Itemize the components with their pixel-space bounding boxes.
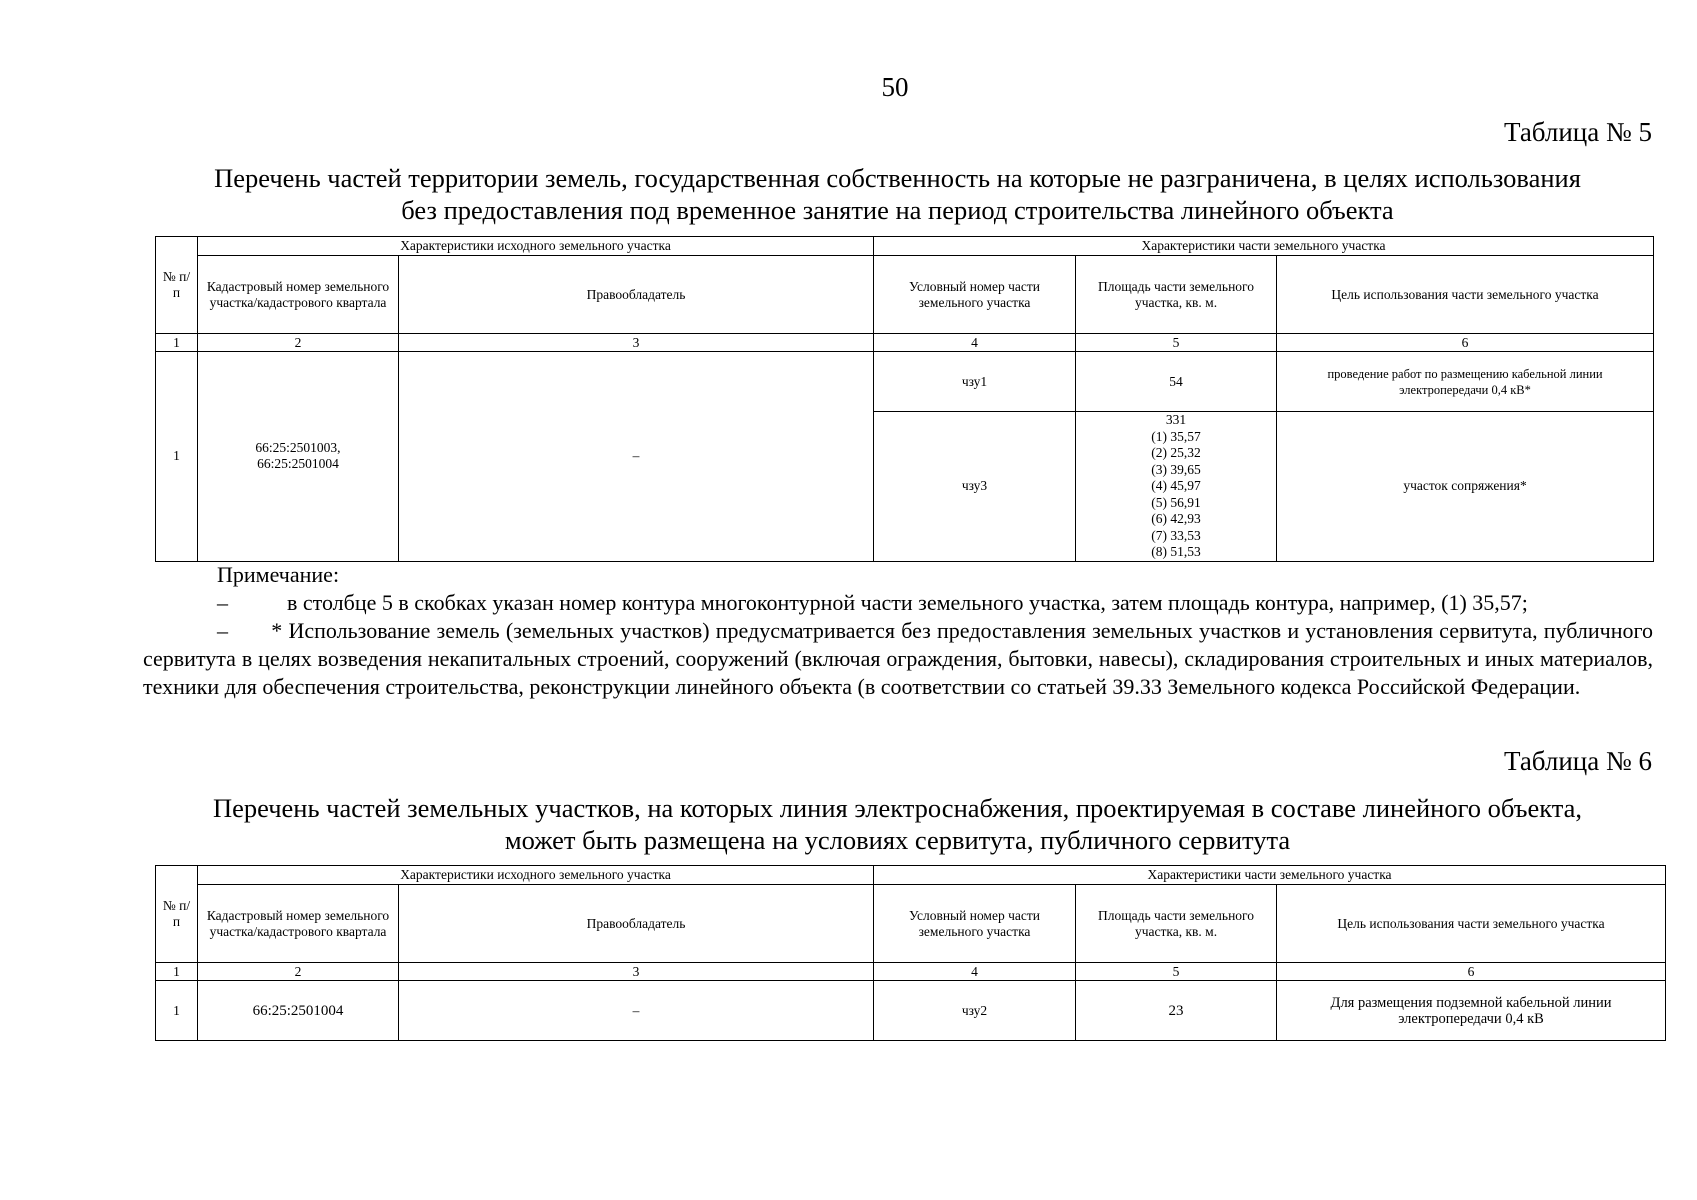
table6-colnum: 2 (198, 963, 399, 981)
table6-colnum: 3 (399, 963, 874, 981)
table5-row-cadastral (198, 352, 399, 562)
note-2-text: * Использование земель (земельных участков) предусматривается без предоставления земельных участков и установления сервитута, публичного сервитута в целях возведения некапитальных строений, сооружений (включая ограждения, бытовки, навесы), складирования строительных и иных материалов, техники для обеспечения строительства, реконструкции линейного объекта (в соответствии со статьей 39.33 Земельного кодекса Российской Федерации. (143, 618, 1653, 699)
purpose-line: Для размещения подземной кабельной линии (1330, 994, 1612, 1011)
table5-caption: Таблица № 5 (1504, 117, 1652, 147)
table6-row-cadastral: 66:25:2501004 (198, 981, 399, 1041)
table5-colnum: 2 (198, 334, 399, 352)
contour-area: (7) 33,53 (1151, 527, 1201, 543)
note-1-text: в столбце 5 в скобках указан номер контура многоконтурной части земельного участка, затем площадь контура, например, (1) 35,57; (287, 590, 1528, 615)
contour-area: (1) 35,57 (1151, 428, 1201, 444)
page-number: 50 (881, 72, 909, 102)
table5-row-num: 1 (156, 352, 198, 562)
table5-colnum: 3 (399, 334, 874, 352)
table5-header-group-source: Характеристики исходного земельного участка (198, 237, 874, 256)
table5-header-group-part: Характеристики части земельного участка (874, 237, 1654, 256)
notes (143, 561, 1653, 701)
table6-grid (155, 865, 1666, 1041)
table5-header-num: № п/ п (156, 237, 198, 334)
table5-header-owner: Правообладатель (399, 256, 874, 334)
cadastral-line: 66:25:2501003, (255, 440, 341, 456)
table6-header-num: № п/ п (156, 866, 198, 963)
table6-header-part-id: Условный номер части земельного участка (874, 885, 1076, 963)
table5-grid (155, 236, 1654, 562)
table6-part-area: 23 (1076, 981, 1277, 1041)
table5-colnum: 4 (874, 334, 1076, 352)
table6-title-line1: Перечень частей земельных участков, на которых линия электроснабжения, проектируемая в составе линейного объекта, (212, 793, 1583, 823)
table5-part-area: 54 (1076, 352, 1277, 412)
table6-colnum: 4 (874, 963, 1076, 981)
table6-row-num: 1 (156, 981, 198, 1041)
table6-colnum: 1 (156, 963, 198, 981)
table6-header-area: Площадь части земельного участка, кв. м. (1076, 885, 1277, 963)
table6-header-cadastral: Кадастровый номер земельного участка/кадастрового квартала (198, 885, 399, 963)
purpose-line: электропередачи 0,4 кВ (1398, 1010, 1544, 1027)
table5-title-line1: Перечень частей территории земель, государственная собственность на которые не разграничена, в целях использования (214, 163, 1581, 193)
note-2 (143, 617, 1653, 701)
table6-colnum: 6 (1277, 963, 1666, 981)
table6-header-group-source: Характеристики исходного земельного участка (198, 866, 874, 885)
table5-colnum: 1 (156, 334, 198, 352)
table6-title (155, 792, 1640, 856)
table6-colnum: 5 (1076, 963, 1277, 981)
note-1 (143, 589, 1653, 617)
table5-colnum: 5 (1076, 334, 1277, 352)
table6-caption: Таблица № 6 (1504, 746, 1652, 776)
table6-header-owner: Правообладатель (399, 885, 874, 963)
contour-area: (4) 45,97 (1151, 478, 1201, 493)
purpose-line: проведение работ по размещению кабельной линии (1327, 366, 1603, 381)
table5-header-cadastral: Кадастровый номер земельного участка/кадастрового квартала (198, 256, 399, 334)
table5-header-part-id: Условный номер части земельного участка (874, 256, 1076, 334)
table5-header-purpose: Цель использования части земельного участка (1277, 256, 1654, 334)
table6-part-id: чзу2 (874, 981, 1076, 1041)
contour-area: (8) 51,53 (1151, 544, 1201, 559)
notes-heading: Примечание: (217, 562, 340, 587)
table5-title-line2: без предоставления под временное занятие на период строительства линейного объекта (401, 195, 1394, 225)
table6-title-line2: может быть размещена на условиях сервитута, публичного сервитута (504, 825, 1291, 855)
table5-part-purpose: участок сопряжения* (1277, 412, 1654, 562)
table6-header-purpose: Цель использования части земельного участка (1277, 885, 1666, 963)
table5-title (155, 162, 1640, 226)
table5-header-area: Площадь части земельного участка, кв. м. (1076, 256, 1277, 334)
table5-part-id: чзу1 (874, 352, 1076, 412)
contour-area: (2) 25,32 (1151, 445, 1201, 460)
table5-colnum: 6 (1277, 334, 1654, 352)
table6-part-purpose (1277, 981, 1666, 1041)
note-dash: – (217, 618, 228, 643)
table6-row-owner: – (399, 981, 874, 1041)
cadastral-line: 66:25:2501004 (257, 456, 339, 472)
note-dash: – (217, 590, 228, 615)
table5-row-owner: – (399, 352, 874, 562)
contour-area: (5) 56,91 (1151, 494, 1201, 510)
table5-part-id: чзу3 (874, 412, 1076, 562)
table5-part-area-contours (1076, 412, 1277, 562)
area-total: 331 (1165, 412, 1187, 427)
contour-area: (3) 39,65 (1151, 461, 1201, 477)
contour-area: (6) 42,93 (1151, 511, 1201, 526)
table5-part-purpose (1277, 352, 1654, 412)
purpose-line: электропередачи 0,4 кВ* (1399, 382, 1531, 397)
table6-header-group-part: Характеристики части земельного участка (874, 866, 1666, 885)
